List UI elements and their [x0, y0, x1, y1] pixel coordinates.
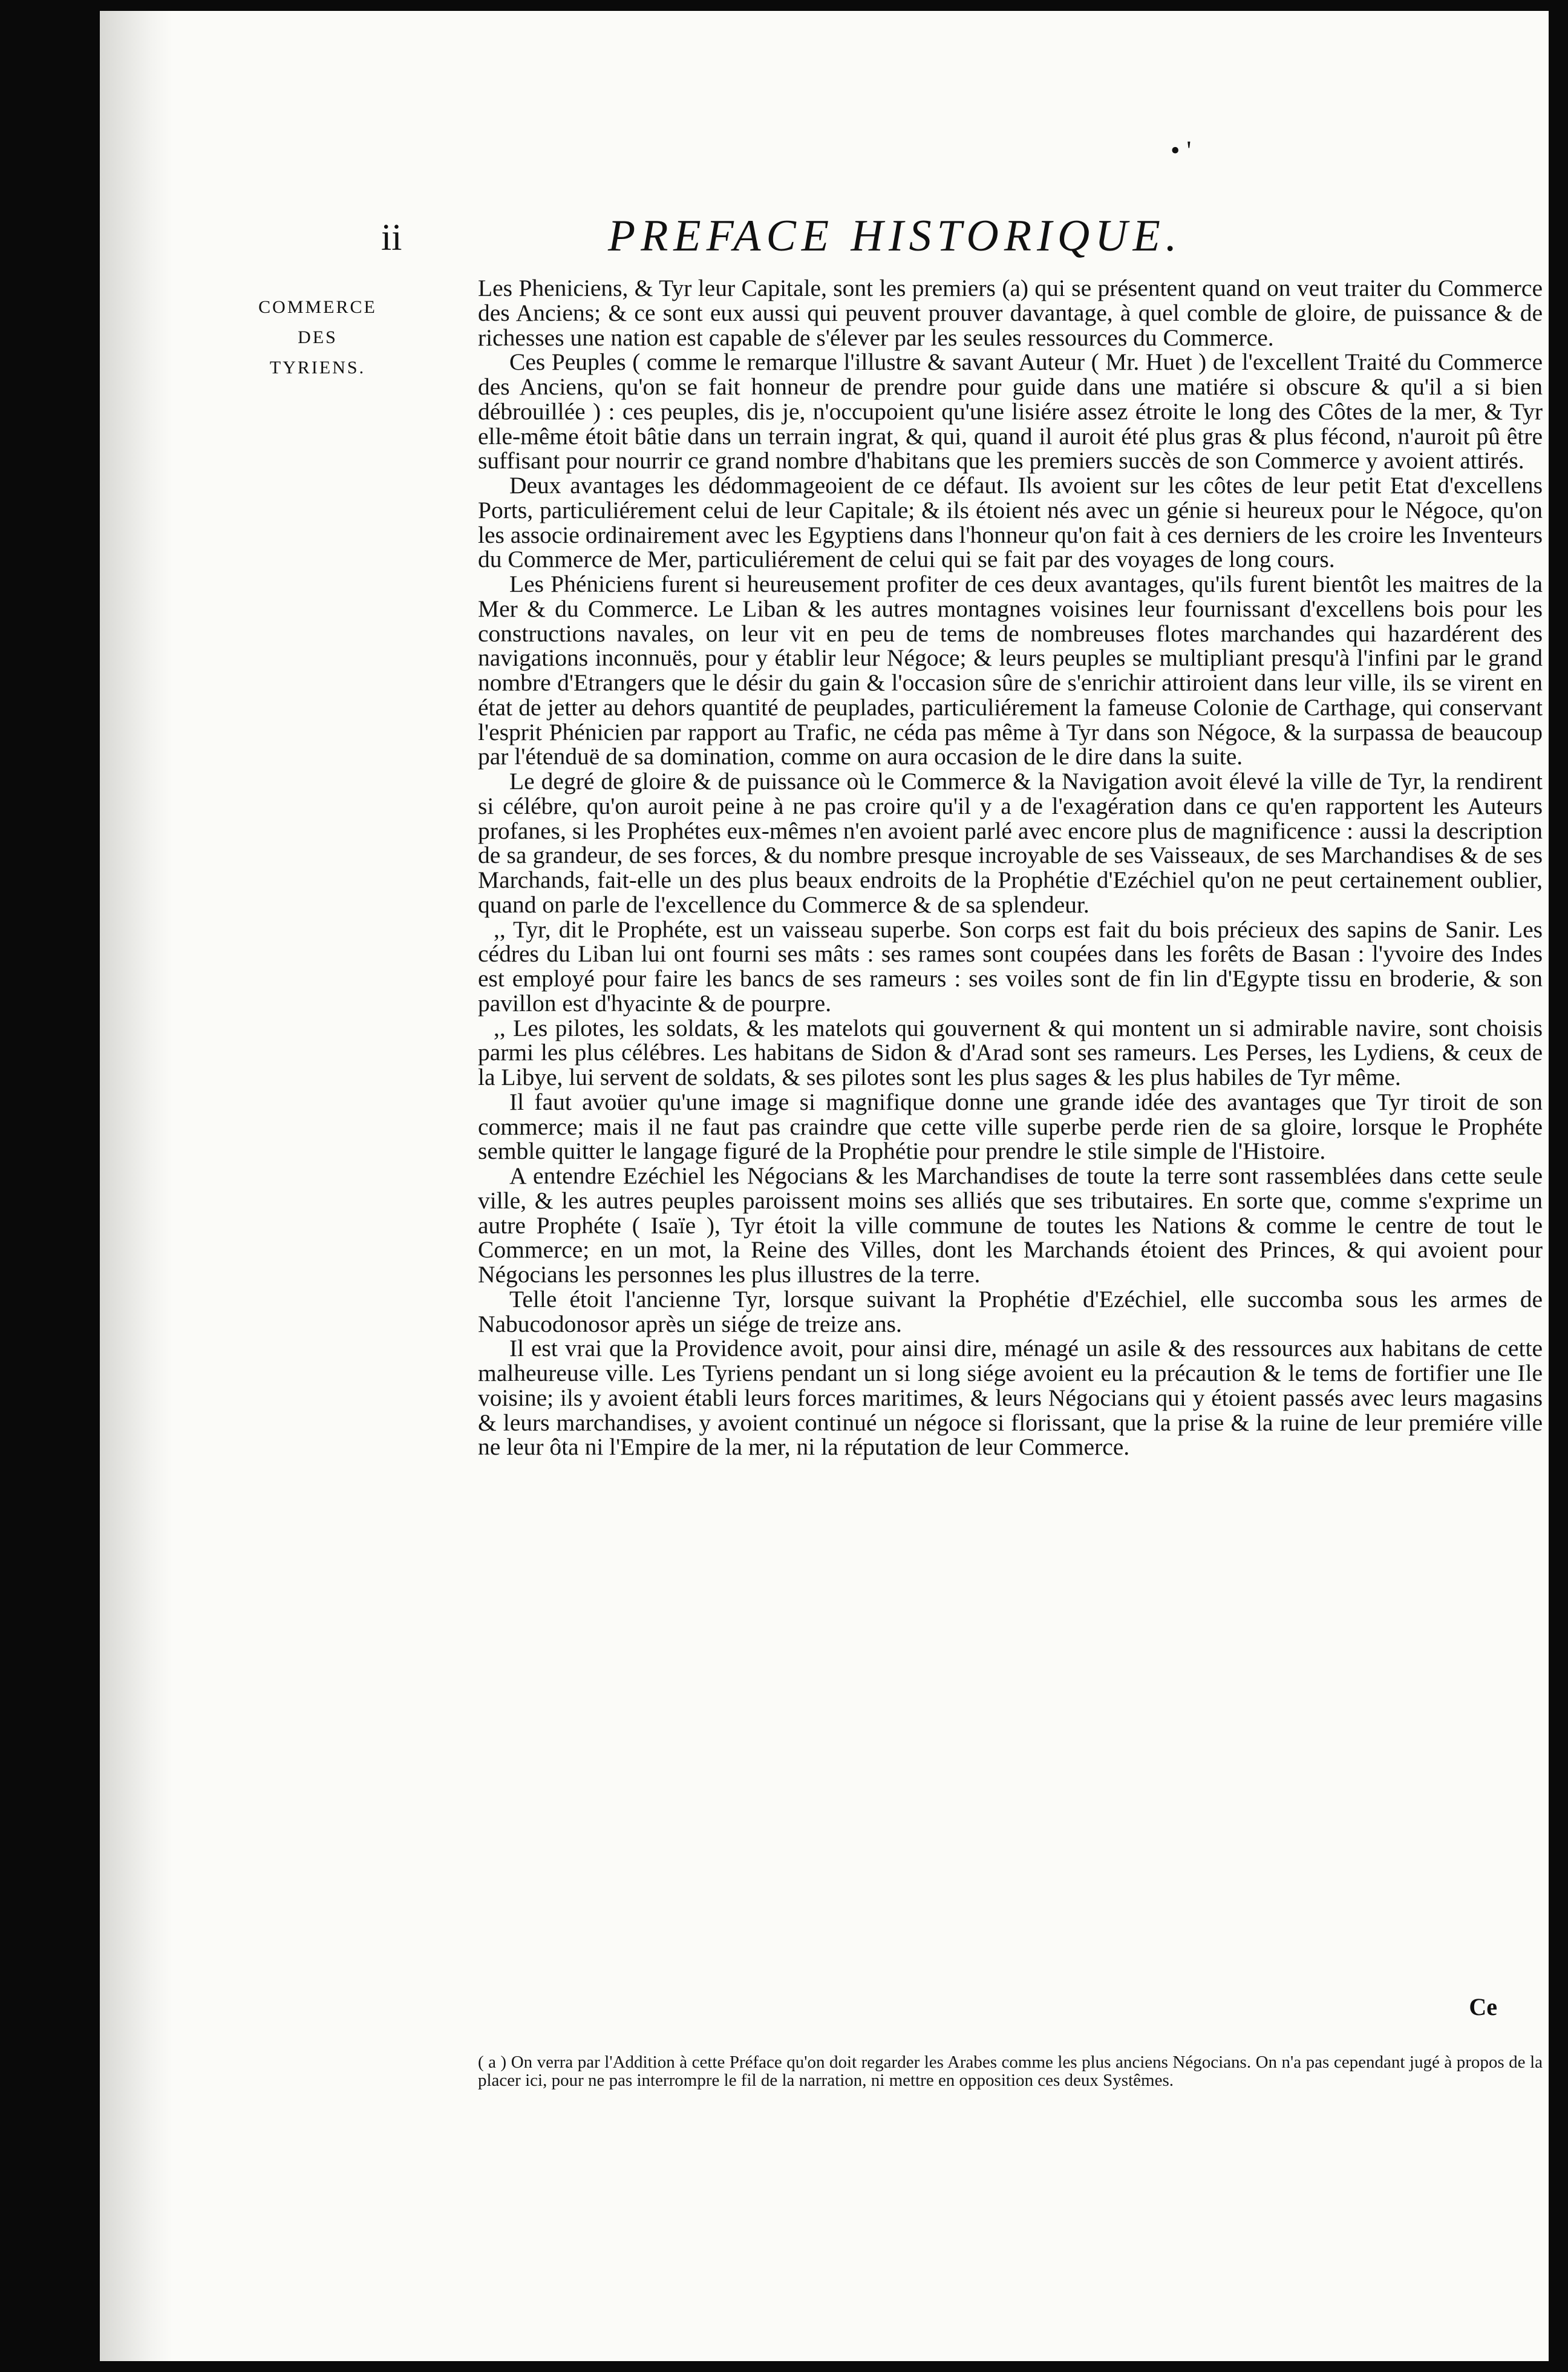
- book-page: [100, 11, 1549, 2361]
- quote-paragraph: ,, Les pilotes, les soldats, & les matelots qui gouvernent & qui montent un si admirable navire, sont choisis parmi les plus célébres. Les habitans de Sidon & d'Arad sont ses rameurs. Les Perses, les Lydiens, & ceux de la Libye, lui servent de soldats, & ses pilotes sont les plus sages & les plus habiles de Tyr même.: [478, 1014, 1543, 1090]
- quote-paragraph: ,, Tyr, dit le Prophéte, est un vaisseau superbe. Son corps est fait du bois précieux des sapins de Sanir. Les cédres du Liban lui ont fourni ses mâts : ses rames sont coupées dans les forêts de Basan : l'yvoire des Indes est employé pour faire les bancs de ses rameurs : ses voiles sont de fin lin d'Egypte tissu en broderie, & son pavillon est d'hyacinte & de pourpre.: [478, 916, 1543, 1017]
- paragraph: Il est vrai que la Providence avoit, pour ainsi dire, ménagé un asile & des ressources aux habitans de cette malheureuse ville. Les Tyriens pendant un si long siége avoient eu la précaution & le tems de fortifier une Ile voisine; ils y avoient établi leurs forces maritimes, & leurs Négocians qui y étoient passés avec leurs magasins & leurs marchandises, y avoient continué un négoce si florissant, que la prise & la ruine de leur premiére ville ne leur ôta ni l'Empire de la mer, ni la réputation de leur Commerce.: [478, 1335, 1543, 1461]
- paragraph: Le degré de gloire & de puissance où le Commerce & la Navigation avoit élevé la ville de Tyr, la rendirent si célébre, qu'on auroit peine à ne pas croire qu'il y a de l'exagération dans ce qu'en rapportent les Auteurs profanes, si les Prophétes eux-mêmes n'en avoient parlé avec encore plus de magnificence : aussi la description de sa grandeur, de ses forces, & du nombre presque incroyable de ses Vaisseaux, de ses Marchandises & de ses Marchands, fait-elle un des plus beaux endroits de la Prophétie d'Ezéchiel qu'on ne peut certainement oublier, quand on parle de l'excellence du Commerce & de sa splendeur.: [478, 768, 1543, 918]
- body-text: [478, 276, 1543, 1460]
- catchword: Ce: [1469, 1993, 1497, 2020]
- page-header: [381, 211, 1470, 277]
- ink-marks: • ': [1171, 136, 1192, 165]
- margin-note: COMMERCE DES TYRIENS.: [258, 297, 377, 378]
- footnote: ( a ) On verra par l'Addition à cette Préface qu'on doit regarder les Arabes comme les plus anciens Négocians. On n'a pas cependant jugé à propos de la placer ici, pour ne pas interrompre le fil de la narration, ni mettre en opposition ces deux Systêmes.: [478, 2053, 1543, 2090]
- paragraph: A entendre Ezéchiel les Négocians & les Marchandises de toute la terre sont rassemblées dans cette seule ville, & les autres peuples paroissent moins ses alliés que ses tributaires. En sorte que, comme s'exprime un autre Prophéte ( Isaïe ), Tyr étoit la ville commune de toutes les Nations & comme le centre de tout le Commerce; en un mot, la Reine des Villes, dont les Marchands étoient des Princes, & qui avoient pour Négocians les personnes les plus illustres de la terre.: [478, 1162, 1543, 1288]
- page-number: ii: [381, 217, 402, 258]
- paragraph: Les Pheniciens, & Tyr leur Capitale, sont les premiers (a) qui se présentent quand on veut traiter du Commerce des Anciens; & ce sont eux aussi qui peuvent prouver davantage, à quel comble de gloire, de puissance & de richesses une nation est capable de s'élever par les seules ressources du Commerce.: [478, 275, 1543, 351]
- binding-gutter: [100, 11, 172, 2361]
- paragraph: Deux avantages les dédommageoient de ce défaut. Ils avoient sur les côtes de leur petit Etat d'excellens Ports, particuliérement celui de leur Capitale; & ils étoient nés avec un génie si heureux pour le Négoce, qu'on les associe ordinairement avec les Egyptiens dans l'honneur qu'on fait à ces derniers de les croire les Inventeurs du Commerce de Mer, particuliérement de celui qui se fait par des voyages de long cours.: [478, 472, 1543, 573]
- paragraph: Ces Peuples ( comme le remarque l'illustre & savant Auteur ( Mr. Huet ) de l'excellent Traité du Commerce des Anciens, qu'on se fait honneur de prendre pour guide dans une matiére si obscure & qu'il a si bien débrouillée ) : ces peuples, dis je, n'occupoient qu'une lisiére assez étroite le long des Côtes de la mer, & Tyr elle-même étoit bâtie dans un terrain ingrat, & qui, quand il auroit été plus gras & plus fécond, n'auroit pû être suffisant pour nourrir ce grand nombre d'habitans que les premiers succès de son Commerce y avoient attirés.: [478, 349, 1543, 474]
- paragraph: Les Phéniciens furent si heureusement profiter de ces deux avantages, qu'ils furent bientôt les maitres de la Mer & du Commerce. Le Liban & les autres montagnes voisines leur fournissant d'excellens bois pour les constructions navales, on leur vit en peu de tems de nombreuses flotes marchandes qui hazardérent des navigations inconnuës, pour y établir leur Négoce; & leurs peuples se multipliant presqu'à l'infini par le grand nombre d'Etrangers que le désir du gain & l'occasion sûre de s'enrichir attiroient dans leur ville, ils se virent en état de jetter au dehors quantité de peuplades, particuliérement la fameuse Colonie de Carthage, qui conservant l'esprit Phénicien par rapport au Trafic, ne céda pas même à Tyr dans son Négoce, & la surpassa de beaucoup par l'étenduë de sa domination, comme on aura occasion de le dire dans la suite.: [478, 571, 1543, 770]
- paragraph: Il faut avoüer qu'une image si magnifique donne une grande idée des avantages que Tyr tiroit de son commerce; mais il ne faut pas craindre que cette ville superbe perde rien de sa gloire, lorsque le Prophéte semble quitter le langage figuré de la Prophétie pour prendre le stile simple de l'Histoire.: [478, 1088, 1543, 1165]
- paragraph: Telle étoit l'ancienne Tyr, lorsque suivant la Prophétie d'Ezéchiel, elle succomba sous les armes de Nabucodonosor après un siége de treize ans.: [478, 1285, 1543, 1337]
- running-title: PREFACE HISTORIQUE.: [608, 211, 1183, 261]
